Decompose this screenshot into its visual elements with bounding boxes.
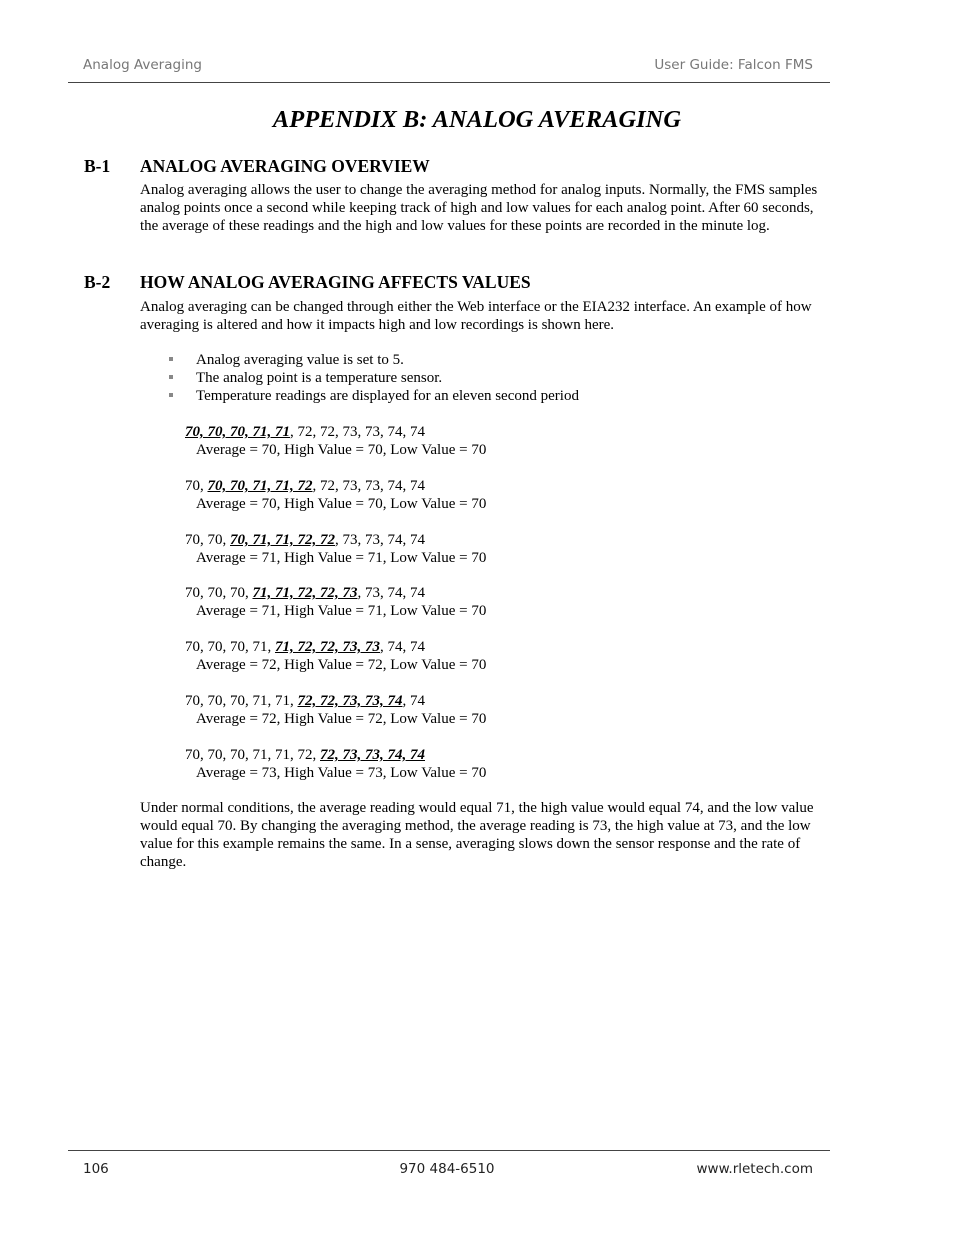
reading-prefix: 70, 70, 70, 71, 71, 72, (185, 747, 320, 763)
reading-example (185, 638, 486, 674)
header-document-title: User Guide: Falcon FMS (654, 57, 813, 73)
reading-sequence (185, 423, 486, 441)
reading-prefix: 70, (185, 478, 208, 494)
reading-prefix: 70, 70, 70, 71, (185, 639, 275, 655)
header-section-title: Analog Averaging (83, 57, 202, 73)
section-b1-paragraph: Analog averaging allows the user to change the averaging method for analog inputs. Normally, the FMS samples analog points once a second while keeping track of high and low values for each analog point. After 60 seconds, the average of these readings and the high and low values for these points are recorded in the minute log. (140, 182, 818, 234)
section-heading-text: ANALOG AVERAGING OVERVIEW (140, 156, 430, 176)
reading-window: 70, 71, 71, 72, 72 (230, 532, 335, 548)
section-number: B-2 (84, 272, 111, 292)
reading-result: Average = 72, High Value = 72, Low Value = 70 (196, 711, 487, 727)
reading-result: Average = 72, High Value = 72, Low Value = 70 (196, 657, 487, 673)
page-title: APPENDIX B: ANALOG AVERAGING (272, 106, 682, 133)
reading-suffix: , 73, 74, 74 (357, 585, 425, 601)
reading-window: 72, 72, 73, 73, 74 (297, 693, 403, 709)
reading-example (185, 584, 486, 620)
reading-prefix: 70, 70, 70, (185, 585, 253, 601)
reading-window: 71, 72, 72, 73, 73 (275, 639, 380, 655)
section-number: B-1 (84, 156, 111, 176)
reading-result: Average = 70, High Value = 70, Low Value = 70 (196, 496, 487, 512)
reading-result: Average = 73, High Value = 73, Low Value = 70 (196, 765, 487, 781)
reading-suffix: , 74, 74 (380, 639, 425, 655)
reading-example (185, 423, 486, 459)
section-heading-b1 (84, 156, 430, 177)
section-heading-b2 (84, 272, 531, 293)
reading-suffix: , 72, 73, 73, 74, 74 (312, 478, 425, 494)
reading-sequence (185, 584, 486, 602)
reading-sequence (185, 638, 486, 656)
reading-sequence (185, 692, 486, 710)
reading-prefix: 70, 70, (185, 532, 230, 548)
footer-divider (68, 1150, 830, 1151)
reading-prefix: 70, 70, 70, 71, 71, (185, 693, 298, 709)
bullet-item: The analog point is a temperature sensor. (166, 369, 579, 387)
section-b2-paragraph: Analog averaging can be changed through either the Web interface or the EIA232 interface. An example of how averaging is altered and how it impacts high and low recordings is shown here. (140, 299, 812, 333)
reading-sequence (185, 746, 486, 764)
footer-website: www.rletech.com (696, 1161, 813, 1177)
reading-result: Average = 70, High Value = 70, Low Value = 70 (196, 442, 487, 458)
reading-result: Average = 71, High Value = 71, Low Value = 70 (196, 550, 487, 566)
reading-suffix: , 74 (402, 693, 425, 709)
reading-example (185, 531, 486, 567)
reading-example (185, 477, 486, 513)
reading-sequence (185, 477, 486, 495)
reading-window: 72, 73, 73, 74, 74 (320, 747, 425, 763)
reading-window: 71, 71, 72, 72, 73 (252, 585, 358, 601)
reading-window: 70, 70, 70, 71, 71 (185, 424, 290, 440)
reading-suffix: , 72, 72, 73, 73, 74, 74 (290, 424, 425, 440)
page-number: 106 (83, 1161, 109, 1177)
reading-example (185, 746, 486, 782)
reading-suffix: , 73, 73, 74, 74 (335, 532, 425, 548)
reading-result: Average = 71, High Value = 71, Low Value = 70 (196, 603, 487, 619)
bullet-list (166, 351, 579, 405)
bullet-item: Analog averaging value is set to 5. (166, 351, 579, 369)
reading-window: 70, 70, 71, 71, 72 (207, 478, 313, 494)
footer-phone: 970 484-6510 (399, 1161, 495, 1177)
header-divider (68, 82, 830, 83)
bullet-item: Temperature readings are displayed for an eleven second period (166, 387, 579, 405)
section-heading-text: HOW ANALOG AVERAGING AFFECTS VALUES (140, 272, 531, 292)
conclusion-paragraph: Under normal conditions, the average reading would equal 71, the high value would equal 74, and the low value would equal 70. By changing the averaging method, the average reading is 73, the high value at 73, and the low value for this example remains the same. In a sense, averaging slows down the sensor response and the rate of change. (140, 800, 814, 870)
reading-sequence (185, 531, 486, 549)
reading-example (185, 692, 486, 728)
